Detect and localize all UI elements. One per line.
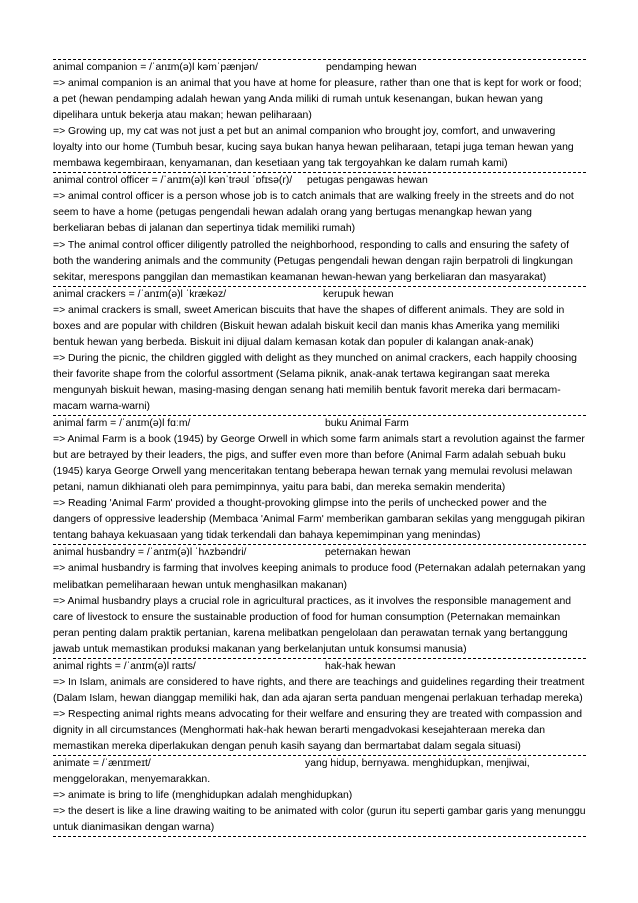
entry-head xyxy=(53,545,586,561)
example-line: => Respecting animal rights means advocating for their welfare and ensuring they are treated with compassion and dignity in all circumstances (Menghormati hak-hak hewan berarti mengadvokasi kesejahteraan mereka dan memastikan mereka diperlakukan dengan penuh kasih sayang dan bermartabat dalam segala situasi) xyxy=(53,708,583,752)
translation: hak-hak hewan xyxy=(325,660,396,672)
entry-head xyxy=(53,60,586,76)
entry-head xyxy=(53,659,586,675)
entry-animal-crackers xyxy=(53,286,586,415)
definition-line: => In Islam, animals are considered to have rights, and there are teachings and guidelines regarding their treatment (Dalam Islam, hewan dianggap memiliki hak, dan ada ajaran serta panduan mengenai perlakuan terhadap mereka) xyxy=(53,676,585,704)
example-line: => Growing up, my cat was not just a pet but an animal companion who brought joy, comfort, and unwavering loyalty into our home (Tumbuh besar, kucing saya bukan hanya hewan peliharaan, tetapi juga teman hewan yang membawa kegembiraan, kenyamanan, dan kesetiaan yang tak tergoyahkan ke dalam rumah kami) xyxy=(53,126,574,170)
definition-line: => animal control officer is a person whose job is to catch animals that are walking freely in the streets and do not seem to have a home (petugas pengendali hewan adalah orang yang bertugas menangkap hewan yang berkeliaran bebas di jalanan dan sepertinya tidak memiliki rumah) xyxy=(53,191,574,235)
definition-line: => animal husbandry is farming that involves keeping animals to produce food (Peternakan adalah peternakan yang melibatkan pemeliharaan hewan untuk menghasilkan makanan) xyxy=(53,563,586,591)
entry-animal-husbandry xyxy=(53,544,586,657)
entry-animate xyxy=(53,755,586,837)
translation: kerupuk hewan xyxy=(323,288,394,300)
translation: yang hidup, bernyawa. menghidupkan, menjiwai, menggelorakan, menyemarakkan. xyxy=(53,758,530,786)
dictionary-document xyxy=(53,59,586,837)
entry-head xyxy=(53,416,586,432)
definition-line: => animal crackers is small, sweet American biscuits that have the shapes of different animals. They are sold in boxes and are popular with children (Biskuit hewan adalah biskuit kecil dan manis khas Amerika yang memiliki bentuk hewan yang berbeda. Biskuit ini dijual dalam kemasan kotak dan populer di kalangan anak-anak) xyxy=(53,304,565,348)
example-line: => Reading 'Animal Farm' provided a thought-provoking glimpse into the perils of unchecked power and the dangers of oppressive leadership (Membaca 'Animal Farm' memberikan gambaran sekilas yang menggugah pikiran tentang bahaya kekuasaan yang tidak terkendali dan bahaya kepemimpinan yang menindas) xyxy=(53,498,585,542)
entry-head xyxy=(53,173,586,189)
translation: pendamping hewan xyxy=(326,62,417,73)
headword: animate = /ˈænɪmeɪt/ xyxy=(53,758,151,770)
headword: animal companion = /ˈanɪm(ə)l kəmˈpænjən/ xyxy=(53,62,258,73)
headword: animal farm = /ˈanɪm(ə)l fɑːm/ xyxy=(53,418,191,430)
translation: peternakan hewan xyxy=(325,547,411,559)
headword: animal rights = /ˈanɪm(ə)l raɪts/ xyxy=(53,660,196,672)
entry-animal-companion xyxy=(53,59,586,172)
headword: animal crackers = /ˈanɪm(ə)l ˈkrækəz/ xyxy=(53,288,227,300)
translation: buku Animal Farm xyxy=(325,418,409,430)
definition-line: => animal companion is an animal that you have at home for pleasure, rather than one that is kept for work or food; a pet (hewan pendamping adalah hewan yang Anda miliki di rumah untuk kesenangan, bukan hewan yang dipelihara untuk bekerja atau makan; hewan peliharaan) xyxy=(53,78,582,122)
example-line: => The animal control officer diligently patrolled the neighborhood, responding to calls and ensuring the safety of both the wandering animals and the community (Petugas pengendali hewan dengan rajin berpatroli di lingkungan sekitar, merespons panggilan dan memastikan keamanan hewan-hewan yang berkeliaran dan masyarakat) xyxy=(53,239,573,283)
entry-animal-farm xyxy=(53,415,586,544)
headword: animal husbandry = /ˈanɪm(ə)l ˈhʌzbəndri/ xyxy=(53,547,247,559)
example-line: => the desert is like a line drawing waiting to be animated with color (gurun itu seperti gambar garis yang menunggu untuk dianimasikan dengan warna) xyxy=(53,806,586,834)
entry-animal-control-officer xyxy=(53,172,586,285)
entry-head xyxy=(53,756,586,788)
definition-line: => Animal Farm is a book (1945) by George Orwell in which some farm animals start a revolution against the farmer but are betrayed by their leaders, the pigs, and suffer even more than before (Animal Farm adalah sebuah buku (1945) karya George Orwell yang menceritakan tentang beberapa hewan ternak yang memulai revolusi melawan petani, namun dikhianati oleh para pemimpinnya, yaitu para babi, dan mereka semakin menderita) xyxy=(53,434,585,494)
translation: petugas pengawas hewan xyxy=(307,175,428,187)
example-line: => Animal husbandry plays a crucial role in agricultural practices, as it involves the responsible management and care of livestock to ensure the sustainable production of food for human consumption (Peternakan memainkan peran penting dalam praktik pertanian, karena melibatkan pengelolaan dan perawatan ternak yang bertanggung jawab untuk memastikan produksi makanan yang berkelanjutan untuk konsumsi manusia) xyxy=(53,595,572,655)
entry-animal-rights xyxy=(53,658,586,755)
entry-head xyxy=(53,287,586,303)
example-line: => During the picnic, the children giggled with delight as they munched on animal crackers, each happily choosing their favorite shape from the colorful assortment (Selama piknik, anak-anak tertawa kegirangan saat mereka mengunyah biskuit hewan, masing-masing dengan senang hati memilih bentuk favorit mereka dari bermacam-macam warna-warni) xyxy=(53,352,577,412)
headword: animal control officer = /ˈanɪm(ə)l kənˈtrəʊl ˈɒfɪsə(r)/ xyxy=(53,175,293,187)
definition-line: => animate is bring to life (menghidupkan adalah menghidupkan) xyxy=(53,790,353,802)
